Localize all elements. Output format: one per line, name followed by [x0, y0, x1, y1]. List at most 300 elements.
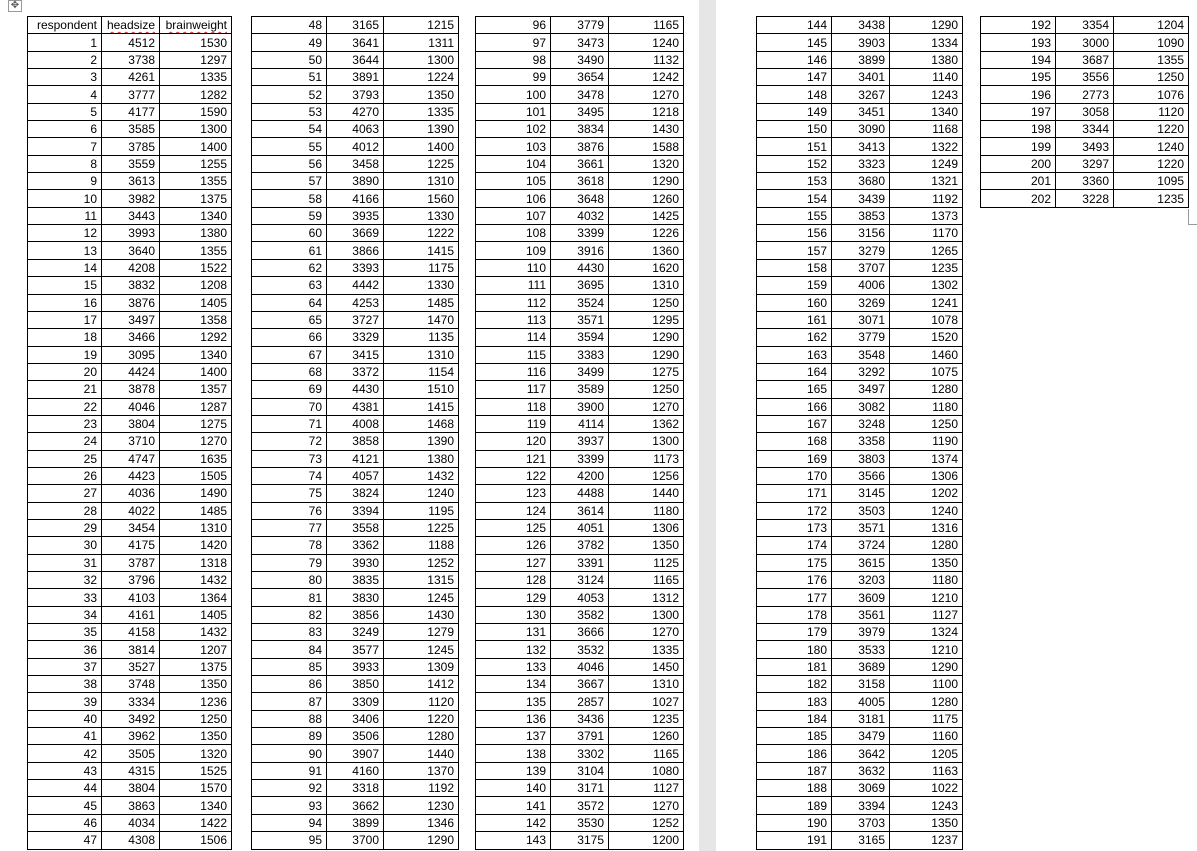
- respondent-cell[interactable]: 18: [28, 329, 102, 346]
- brainweight-cell[interactable]: 1490: [160, 485, 232, 502]
- brainweight-cell[interactable]: 1335: [160, 69, 232, 86]
- respondent-cell[interactable]: 3: [28, 69, 102, 86]
- brainweight-cell[interactable]: 1240: [1114, 138, 1189, 155]
- respondent-cell[interactable]: 67: [252, 346, 327, 363]
- respondent-cell[interactable]: 139: [476, 762, 551, 779]
- headsize-cell[interactable]: 3779: [551, 17, 609, 34]
- respondent-cell[interactable]: 22: [28, 398, 102, 415]
- brainweight-cell[interactable]: 1400: [384, 138, 459, 155]
- respondent-cell[interactable]: 99: [476, 69, 551, 86]
- respondent-cell[interactable]: 12: [28, 225, 102, 242]
- respondent-cell[interactable]: 176: [757, 572, 832, 589]
- respondent-cell[interactable]: 187: [757, 762, 832, 779]
- brainweight-cell[interactable]: 1412: [384, 676, 459, 693]
- brainweight-cell[interactable]: 1218: [609, 103, 684, 120]
- respondent-cell[interactable]: 134: [476, 676, 551, 693]
- respondent-cell[interactable]: 101: [476, 103, 551, 120]
- headsize-cell[interactable]: 3443: [102, 207, 160, 224]
- respondent-cell[interactable]: 98: [476, 51, 551, 68]
- respondent-cell[interactable]: 142: [476, 814, 551, 831]
- respondent-cell[interactable]: 9: [28, 173, 102, 190]
- headsize-cell[interactable]: 3082: [832, 398, 890, 415]
- headsize-cell[interactable]: 3632: [832, 762, 890, 779]
- brainweight-cell[interactable]: 1290: [384, 832, 459, 849]
- headsize-cell[interactable]: 3530: [551, 814, 609, 831]
- respondent-cell[interactable]: 62: [252, 259, 327, 276]
- brainweight-cell[interactable]: 1135: [384, 329, 459, 346]
- respondent-cell[interactable]: 153: [757, 173, 832, 190]
- brainweight-cell[interactable]: 1180: [609, 502, 684, 519]
- brainweight-cell[interactable]: 1506: [160, 832, 232, 849]
- brainweight-cell[interactable]: 1310: [384, 173, 459, 190]
- headsize-cell[interactable]: 3309: [327, 693, 384, 710]
- respondent-cell[interactable]: 54: [252, 121, 327, 138]
- headsize-cell[interactable]: 3642: [832, 745, 890, 762]
- brainweight-cell[interactable]: 1226: [609, 225, 684, 242]
- brainweight-cell[interactable]: 1250: [1114, 69, 1189, 86]
- respondent-cell[interactable]: 186: [757, 745, 832, 762]
- brainweight-cell[interactable]: 1235: [890, 259, 963, 276]
- headsize-cell[interactable]: 3876: [551, 138, 609, 155]
- respondent-cell[interactable]: 163: [757, 346, 832, 363]
- headsize-cell[interactable]: 3777: [102, 86, 160, 103]
- brainweight-cell[interactable]: 1350: [890, 554, 963, 571]
- respondent-cell[interactable]: 8: [28, 155, 102, 172]
- headsize-cell[interactable]: 4005: [832, 693, 890, 710]
- headsize-cell[interactable]: 3937: [551, 433, 609, 450]
- headsize-cell[interactable]: 3609: [832, 589, 890, 606]
- brainweight-cell[interactable]: 1080: [609, 762, 684, 779]
- respondent-cell[interactable]: 1: [28, 34, 102, 51]
- headsize-cell[interactable]: 3930: [327, 554, 384, 571]
- headsize-cell[interactable]: 4430: [327, 381, 384, 398]
- headsize-cell[interactable]: 3700: [327, 832, 384, 849]
- brainweight-cell[interactable]: 1100: [890, 676, 963, 693]
- brainweight-cell[interactable]: 1165: [609, 17, 684, 34]
- respondent-cell[interactable]: 154: [757, 190, 832, 207]
- respondent-cell[interactable]: 86: [252, 676, 327, 693]
- respondent-cell[interactable]: 162: [757, 329, 832, 346]
- headsize-cell[interactable]: 3329: [327, 329, 384, 346]
- respondent-cell[interactable]: 17: [28, 311, 102, 328]
- respondent-cell[interactable]: 132: [476, 641, 551, 658]
- brainweight-cell[interactable]: 1027: [609, 693, 684, 710]
- brainweight-cell[interactable]: 1380: [890, 51, 963, 68]
- brainweight-cell[interactable]: 1168: [890, 121, 963, 138]
- headsize-cell[interactable]: 3589: [551, 381, 609, 398]
- respondent-cell[interactable]: 121: [476, 450, 551, 467]
- respondent-cell[interactable]: 35: [28, 624, 102, 641]
- respondent-cell[interactable]: 119: [476, 415, 551, 432]
- brainweight-cell[interactable]: 1320: [160, 745, 232, 762]
- respondent-cell[interactable]: 188: [757, 780, 832, 797]
- headsize-cell[interactable]: 3181: [832, 710, 890, 727]
- headsize-cell[interactable]: 3466: [102, 329, 160, 346]
- brainweight-cell[interactable]: 1302: [890, 277, 963, 294]
- headsize-cell[interactable]: 3561: [832, 606, 890, 623]
- headsize-cell[interactable]: 3662: [327, 797, 384, 814]
- brainweight-cell[interactable]: 1210: [890, 641, 963, 658]
- respondent-cell[interactable]: 110: [476, 259, 551, 276]
- headsize-cell[interactable]: 4158: [102, 624, 160, 641]
- respondent-cell[interactable]: 137: [476, 728, 551, 745]
- brainweight-cell[interactable]: 1192: [384, 780, 459, 797]
- brainweight-cell[interactable]: 1090: [1114, 34, 1189, 51]
- headsize-cell[interactable]: 3323: [832, 155, 890, 172]
- brainweight-cell[interactable]: 1279: [384, 624, 459, 641]
- headsize-cell[interactable]: 3566: [832, 467, 890, 484]
- brainweight-cell[interactable]: 1485: [384, 294, 459, 311]
- headsize-cell[interactable]: 3850: [327, 676, 384, 693]
- respondent-cell[interactable]: 191: [757, 832, 832, 849]
- brainweight-cell[interactable]: 1320: [609, 155, 684, 172]
- brainweight-cell[interactable]: 1432: [160, 624, 232, 641]
- respondent-cell[interactable]: 41: [28, 728, 102, 745]
- respondent-cell[interactable]: 64: [252, 294, 327, 311]
- headsize-cell[interactable]: 3618: [551, 173, 609, 190]
- headsize-cell[interactable]: 3648: [551, 190, 609, 207]
- brainweight-cell[interactable]: 1310: [384, 346, 459, 363]
- respondent-cell[interactable]: 152: [757, 155, 832, 172]
- brainweight-cell[interactable]: 1315: [384, 572, 459, 589]
- headsize-cell[interactable]: 3439: [832, 190, 890, 207]
- respondent-cell[interactable]: 89: [252, 728, 327, 745]
- respondent-cell[interactable]: 126: [476, 537, 551, 554]
- headsize-cell[interactable]: 3394: [832, 797, 890, 814]
- brainweight-cell[interactable]: 1204: [1114, 17, 1189, 34]
- brainweight-cell[interactable]: 1335: [609, 641, 684, 658]
- respondent-cell[interactable]: 148: [757, 86, 832, 103]
- brainweight-cell[interactable]: 1290: [890, 658, 963, 675]
- respondent-cell[interactable]: 196: [981, 86, 1056, 103]
- headsize-cell[interactable]: 3640: [102, 242, 160, 259]
- headsize-cell[interactable]: 3803: [832, 450, 890, 467]
- headsize-cell[interactable]: 3558: [327, 519, 384, 536]
- brainweight-cell[interactable]: 1165: [609, 745, 684, 762]
- respondent-cell[interactable]: 159: [757, 277, 832, 294]
- headsize-cell[interactable]: 3362: [327, 537, 384, 554]
- brainweight-cell[interactable]: 1290: [609, 329, 684, 346]
- headsize-cell[interactable]: 4034: [102, 814, 160, 831]
- brainweight-cell[interactable]: 1175: [384, 259, 459, 276]
- respondent-cell[interactable]: 32: [28, 572, 102, 589]
- headsize-cell[interactable]: 3124: [551, 572, 609, 589]
- brainweight-cell[interactable]: 1210: [890, 589, 963, 606]
- respondent-cell[interactable]: 108: [476, 225, 551, 242]
- brainweight-cell[interactable]: 1295: [609, 311, 684, 328]
- brainweight-cell[interactable]: 1140: [890, 69, 963, 86]
- respondent-cell[interactable]: 172: [757, 502, 832, 519]
- respondent-cell[interactable]: 165: [757, 381, 832, 398]
- respondent-cell[interactable]: 7: [28, 138, 102, 155]
- respondent-cell[interactable]: 82: [252, 606, 327, 623]
- respondent-cell[interactable]: 166: [757, 398, 832, 415]
- headsize-cell[interactable]: 3165: [327, 17, 384, 34]
- respondent-cell[interactable]: 94: [252, 814, 327, 831]
- headsize-cell[interactable]: 3492: [102, 710, 160, 727]
- respondent-cell[interactable]: 46: [28, 814, 102, 831]
- headsize-cell[interactable]: 3454: [102, 519, 160, 536]
- headsize-cell[interactable]: 4488: [551, 485, 609, 502]
- brainweight-cell[interactable]: 1560: [384, 190, 459, 207]
- headsize-cell[interactable]: 3585: [102, 121, 160, 138]
- brainweight-cell[interactable]: 1311: [384, 34, 459, 51]
- brainweight-cell[interactable]: 1127: [890, 606, 963, 623]
- respondent-cell[interactable]: 190: [757, 814, 832, 831]
- headsize-cell[interactable]: 3793: [327, 86, 384, 103]
- brainweight-cell[interactable]: 1132: [609, 51, 684, 68]
- headsize-cell[interactable]: 3900: [551, 398, 609, 415]
- headsize-cell[interactable]: 4053: [551, 589, 609, 606]
- respondent-cell[interactable]: 36: [28, 641, 102, 658]
- brainweight-cell[interactable]: 1125: [609, 554, 684, 571]
- headsize-cell[interactable]: 3791: [551, 728, 609, 745]
- brainweight-cell[interactable]: 1230: [384, 797, 459, 814]
- brainweight-cell[interactable]: 1375: [160, 190, 232, 207]
- headsize-cell[interactable]: 3858: [327, 433, 384, 450]
- respondent-cell[interactable]: 25: [28, 450, 102, 467]
- brainweight-cell[interactable]: 1154: [384, 363, 459, 380]
- brainweight-cell[interactable]: 1224: [384, 69, 459, 86]
- respondent-cell[interactable]: 116: [476, 363, 551, 380]
- headsize-cell[interactable]: 3804: [102, 415, 160, 432]
- headsize-cell[interactable]: 3524: [551, 294, 609, 311]
- headsize-cell[interactable]: 3203: [832, 572, 890, 589]
- brainweight-cell[interactable]: 1252: [609, 814, 684, 831]
- respondent-cell[interactable]: 96: [476, 17, 551, 34]
- headsize-cell[interactable]: 3406: [327, 710, 384, 727]
- respondent-cell[interactable]: 129: [476, 589, 551, 606]
- respondent-cell[interactable]: 43: [28, 762, 102, 779]
- headsize-cell[interactable]: 3890: [327, 173, 384, 190]
- respondent-cell[interactable]: 42: [28, 745, 102, 762]
- brainweight-cell[interactable]: 1525: [160, 762, 232, 779]
- brainweight-cell[interactable]: 1188: [384, 537, 459, 554]
- respondent-cell[interactable]: 28: [28, 502, 102, 519]
- respondent-cell[interactable]: 68: [252, 363, 327, 380]
- headsize-cell[interactable]: 3832: [102, 277, 160, 294]
- brainweight-cell[interactable]: 1355: [160, 242, 232, 259]
- respondent-cell[interactable]: 180: [757, 641, 832, 658]
- brainweight-cell[interactable]: 1180: [890, 398, 963, 415]
- headsize-cell[interactable]: 3853: [832, 207, 890, 224]
- headsize-cell[interactable]: 4424: [102, 363, 160, 380]
- brainweight-cell[interactable]: 1300: [384, 51, 459, 68]
- headsize-cell[interactable]: 3993: [102, 225, 160, 242]
- brainweight-cell[interactable]: 1280: [384, 728, 459, 745]
- brainweight-cell[interactable]: 1280: [890, 537, 963, 554]
- respondent-cell[interactable]: 39: [28, 693, 102, 710]
- respondent-cell[interactable]: 167: [757, 415, 832, 432]
- brainweight-cell[interactable]: 1312: [609, 589, 684, 606]
- headsize-cell[interactable]: 3863: [102, 797, 160, 814]
- brainweight-cell[interactable]: 1300: [609, 606, 684, 623]
- headsize-cell[interactable]: 4512: [102, 34, 160, 51]
- respondent-cell[interactable]: 66: [252, 329, 327, 346]
- brainweight-cell[interactable]: 1360: [609, 242, 684, 259]
- respondent-cell[interactable]: 10: [28, 190, 102, 207]
- brainweight-cell[interactable]: 1236: [160, 693, 232, 710]
- brainweight-cell[interactable]: 1364: [160, 589, 232, 606]
- brainweight-cell[interactable]: 1095: [1114, 173, 1189, 190]
- headsize-cell[interactable]: 3572: [551, 797, 609, 814]
- brainweight-cell[interactable]: 1330: [384, 277, 459, 294]
- respondent-cell[interactable]: 50: [252, 51, 327, 68]
- respondent-cell[interactable]: 57: [252, 173, 327, 190]
- brainweight-cell[interactable]: 1405: [160, 294, 232, 311]
- respondent-cell[interactable]: 40: [28, 710, 102, 727]
- headsize-cell[interactable]: 3594: [551, 329, 609, 346]
- brainweight-cell[interactable]: 1280: [890, 693, 963, 710]
- headsize-cell[interactable]: 3090: [832, 121, 890, 138]
- headsize-cell[interactable]: 3804: [102, 780, 160, 797]
- headsize-cell[interactable]: 3830: [327, 589, 384, 606]
- brainweight-cell[interactable]: 1163: [890, 762, 963, 779]
- brainweight-cell[interactable]: 1380: [160, 225, 232, 242]
- respondent-cell[interactable]: 61: [252, 242, 327, 259]
- brainweight-cell[interactable]: 1225: [384, 519, 459, 536]
- respondent-cell[interactable]: 91: [252, 762, 327, 779]
- brainweight-cell[interactable]: 1245: [384, 589, 459, 606]
- headsize-cell[interactable]: 3687: [1056, 51, 1114, 68]
- headsize-cell[interactable]: 3666: [551, 624, 609, 641]
- headsize-cell[interactable]: 3248: [832, 415, 890, 432]
- headsize-cell[interactable]: 3503: [832, 502, 890, 519]
- respondent-cell[interactable]: 80: [252, 572, 327, 589]
- headsize-cell[interactable]: 3856: [327, 606, 384, 623]
- brainweight-cell[interactable]: 1460: [890, 346, 963, 363]
- headsize-cell[interactable]: 3899: [832, 51, 890, 68]
- brainweight-cell[interactable]: 1270: [160, 433, 232, 450]
- respondent-cell[interactable]: 194: [981, 51, 1056, 68]
- brainweight-cell[interactable]: 1370: [384, 762, 459, 779]
- respondent-cell[interactable]: 136: [476, 710, 551, 727]
- headsize-cell[interactable]: 3903: [832, 34, 890, 51]
- headsize-cell[interactable]: 3478: [551, 86, 609, 103]
- brainweight-cell[interactable]: 1250: [160, 710, 232, 727]
- respondent-cell[interactable]: 56: [252, 155, 327, 172]
- table-move-handle-icon[interactable]: ✥: [8, 0, 22, 12]
- headsize-cell[interactable]: 4103: [102, 589, 160, 606]
- headsize-cell[interactable]: 3689: [832, 658, 890, 675]
- brainweight-cell[interactable]: 1432: [160, 572, 232, 589]
- respondent-cell[interactable]: 75: [252, 485, 327, 502]
- respondent-cell[interactable]: 79: [252, 554, 327, 571]
- brainweight-cell[interactable]: 1635: [160, 450, 232, 467]
- respondent-cell[interactable]: 71: [252, 415, 327, 432]
- respondent-cell[interactable]: 51: [252, 69, 327, 86]
- respondent-cell[interactable]: 200: [981, 155, 1056, 172]
- brainweight-cell[interactable]: 1362: [609, 415, 684, 432]
- brainweight-cell[interactable]: 1173: [609, 450, 684, 467]
- headsize-cell[interactable]: 3506: [327, 728, 384, 745]
- headsize-cell[interactable]: 3724: [832, 537, 890, 554]
- headsize-cell[interactable]: 3095: [102, 346, 160, 363]
- brainweight-cell[interactable]: 1175: [890, 710, 963, 727]
- respondent-cell[interactable]: 133: [476, 658, 551, 675]
- respondent-cell[interactable]: 59: [252, 207, 327, 224]
- brainweight-cell[interactable]: 1510: [384, 381, 459, 398]
- brainweight-cell[interactable]: 1237: [890, 832, 963, 849]
- brainweight-cell[interactable]: 1200: [609, 832, 684, 849]
- brainweight-cell[interactable]: 1207: [160, 641, 232, 658]
- headsize-cell[interactable]: 3835: [327, 572, 384, 589]
- brainweight-cell[interactable]: 1265: [890, 242, 963, 259]
- brainweight-cell[interactable]: 1243: [890, 797, 963, 814]
- respondent-cell[interactable]: 60: [252, 225, 327, 242]
- brainweight-cell[interactable]: 1350: [160, 728, 232, 745]
- headsize-cell[interactable]: 3297: [1056, 155, 1114, 172]
- headsize-cell[interactable]: 3787: [102, 554, 160, 571]
- headsize-cell[interactable]: 3415: [327, 346, 384, 363]
- headsize-cell[interactable]: 3548: [832, 346, 890, 363]
- brainweight-cell[interactable]: 1570: [160, 780, 232, 797]
- respondent-cell[interactable]: 127: [476, 554, 551, 571]
- respondent-cell[interactable]: 151: [757, 138, 832, 155]
- headsize-cell[interactable]: 4006: [832, 277, 890, 294]
- respondent-cell[interactable]: 113: [476, 311, 551, 328]
- headsize-cell[interactable]: 3710: [102, 433, 160, 450]
- respondent-cell[interactable]: 177: [757, 589, 832, 606]
- headsize-cell[interactable]: 3661: [551, 155, 609, 172]
- headsize-cell[interactable]: 3703: [832, 814, 890, 831]
- headsize-cell[interactable]: 3878: [102, 381, 160, 398]
- headsize-cell[interactable]: 3354: [1056, 17, 1114, 34]
- brainweight-cell[interactable]: 1222: [384, 225, 459, 242]
- headsize-cell[interactable]: 3228: [1056, 190, 1114, 207]
- headsize-cell[interactable]: 3899: [327, 814, 384, 831]
- brainweight-cell[interactable]: 1220: [384, 710, 459, 727]
- brainweight-cell[interactable]: 1306: [890, 467, 963, 484]
- respondent-cell[interactable]: 138: [476, 745, 551, 762]
- headsize-cell[interactable]: 4022: [102, 502, 160, 519]
- respondent-cell[interactable]: 143: [476, 832, 551, 849]
- respondent-cell[interactable]: 37: [28, 658, 102, 675]
- brainweight-cell[interactable]: 1220: [1114, 121, 1189, 138]
- headsize-cell[interactable]: 3165: [832, 832, 890, 849]
- respondent-cell[interactable]: 122: [476, 467, 551, 484]
- respondent-cell[interactable]: 161: [757, 311, 832, 328]
- respondent-cell[interactable]: 149: [757, 103, 832, 120]
- headsize-cell[interactable]: 4270: [327, 103, 384, 120]
- headsize-cell[interactable]: 3360: [1056, 173, 1114, 190]
- respondent-cell[interactable]: 30: [28, 537, 102, 554]
- headsize-cell[interactable]: 3814: [102, 641, 160, 658]
- headsize-cell[interactable]: 4200: [551, 467, 609, 484]
- headsize-cell[interactable]: 3497: [102, 311, 160, 328]
- brainweight-cell[interactable]: 1306: [609, 519, 684, 536]
- brainweight-cell[interactable]: 1240: [609, 34, 684, 51]
- headsize-cell[interactable]: 3391: [551, 554, 609, 571]
- respondent-cell[interactable]: 192: [981, 17, 1056, 34]
- brainweight-cell[interactable]: 1350: [384, 86, 459, 103]
- respondent-cell[interactable]: 81: [252, 589, 327, 606]
- respondent-cell[interactable]: 125: [476, 519, 551, 536]
- headsize-cell[interactable]: 3473: [551, 34, 609, 51]
- brainweight-cell[interactable]: 1170: [890, 225, 963, 242]
- brainweight-cell[interactable]: 1346: [384, 814, 459, 831]
- brainweight-cell[interactable]: 1275: [160, 415, 232, 432]
- brainweight-cell[interactable]: 1270: [609, 86, 684, 103]
- brainweight-cell[interactable]: 1241: [890, 294, 963, 311]
- headsize-cell[interactable]: 3667: [551, 676, 609, 693]
- brainweight-cell[interactable]: 1252: [384, 554, 459, 571]
- headsize-cell[interactable]: 3982: [102, 190, 160, 207]
- respondent-cell[interactable]: 184: [757, 710, 832, 727]
- respondent-cell[interactable]: 145: [757, 34, 832, 51]
- respondent-cell[interactable]: 120: [476, 433, 551, 450]
- headsize-cell[interactable]: 3614: [551, 502, 609, 519]
